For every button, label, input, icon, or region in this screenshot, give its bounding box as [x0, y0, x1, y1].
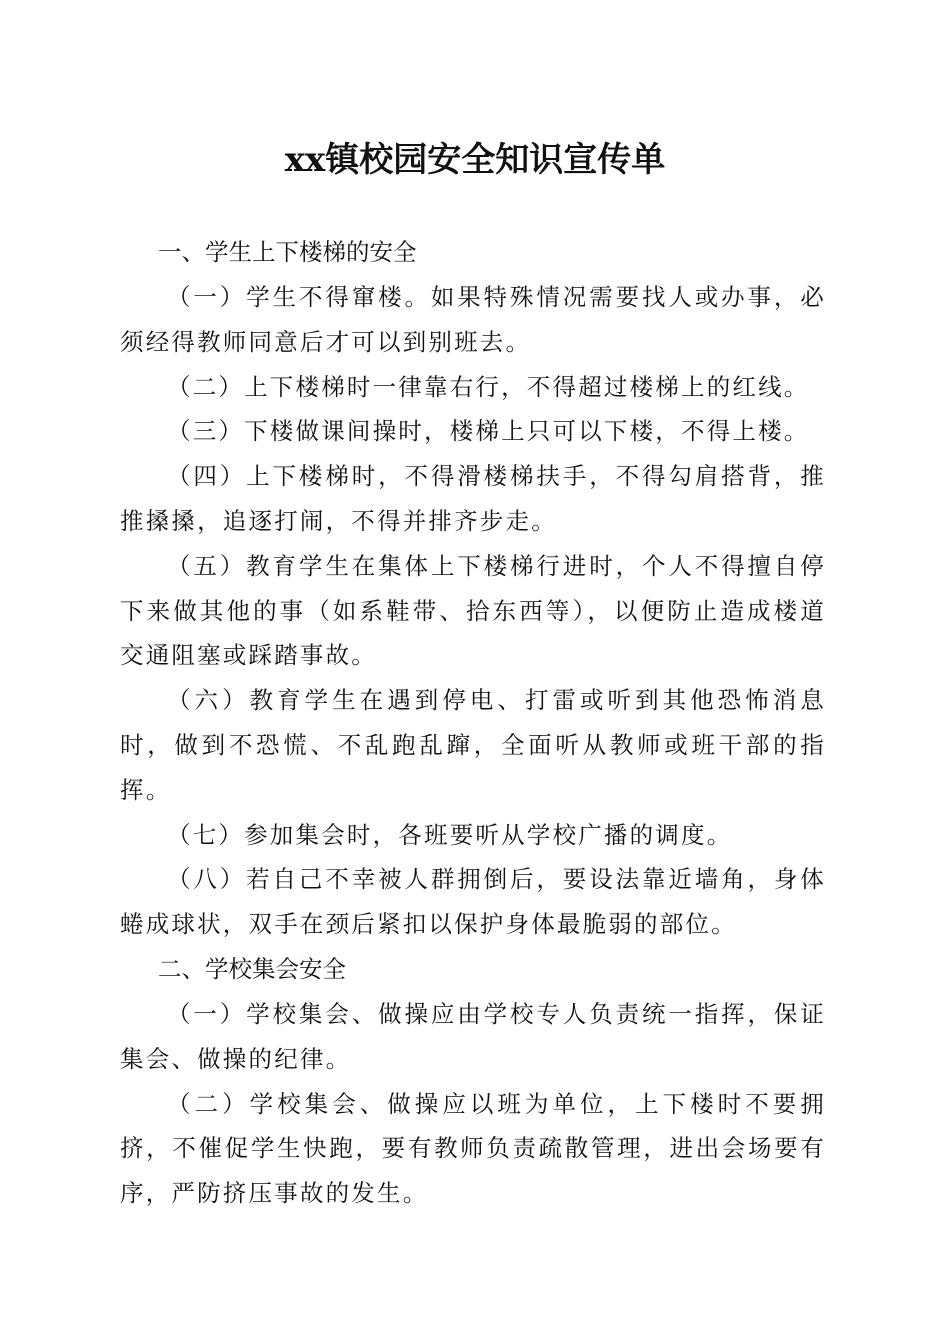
section-stair-safety: [120, 230, 826, 947]
section-heading: 二、学校集会安全: [158, 954, 346, 983]
paragraph: （七）参加集会时，各班要听从学校广播的调度。: [167, 820, 733, 849]
paragraph: （四）上下楼梯时，不得滑楼梯扶手，不得勾肩搭背，推推搡搡，追逐打闹，不得并排齐步走。: [120, 462, 826, 535]
section-heading: 一、学生上下楼梯的安全: [158, 238, 417, 266]
document-body: [120, 230, 826, 1216]
paragraph: （二）上下楼梯时一律靠右行，不得超过楼梯上的红线。: [167, 372, 810, 401]
paragraph: （一）学校集会、做操应由学校专人负责统一指挥，保证集会、做操的纪律。: [120, 999, 826, 1073]
document-title: xx镇校园安全知识宣传单: [284, 140, 666, 180]
section-assembly-safety: [120, 947, 826, 1216]
paragraph: （三）下楼做课间操时，楼梯上只可以下楼，不得上楼。: [167, 417, 810, 446]
paragraph: （五）教育学生在集体上下楼梯行进时，个人不得擅自停下来做其他的事（如系鞋带、拾东西等），以便防止造成楼道交通阻塞或踩踏事故。: [120, 551, 826, 670]
paragraph: （一）学生不得窜楼。如果特殊情况需要找人或办事，必须经得教师同意后才可以到别班去。: [120, 283, 826, 356]
paragraph: （二）学校集会、做操应以班为单位，上下楼时不要拥挤，不催促学生快跑，要有教师负责疏散管理，进出会场要有序，严防挤压事故的发生。: [120, 1089, 826, 1208]
paragraph: （八）若自己不幸被人群拥倒后，要设法靠近墙角，身体蜷成球状，双手在颈后紧扣以保护身体最脆弱的部位。: [120, 865, 826, 939]
paragraph: （六）教育学生在遇到停电、打雷或听到其他恐怖消息时，做到不恐慌、不乱跑乱蹿，全面听从教师或班干部的指挥。: [120, 686, 826, 804]
